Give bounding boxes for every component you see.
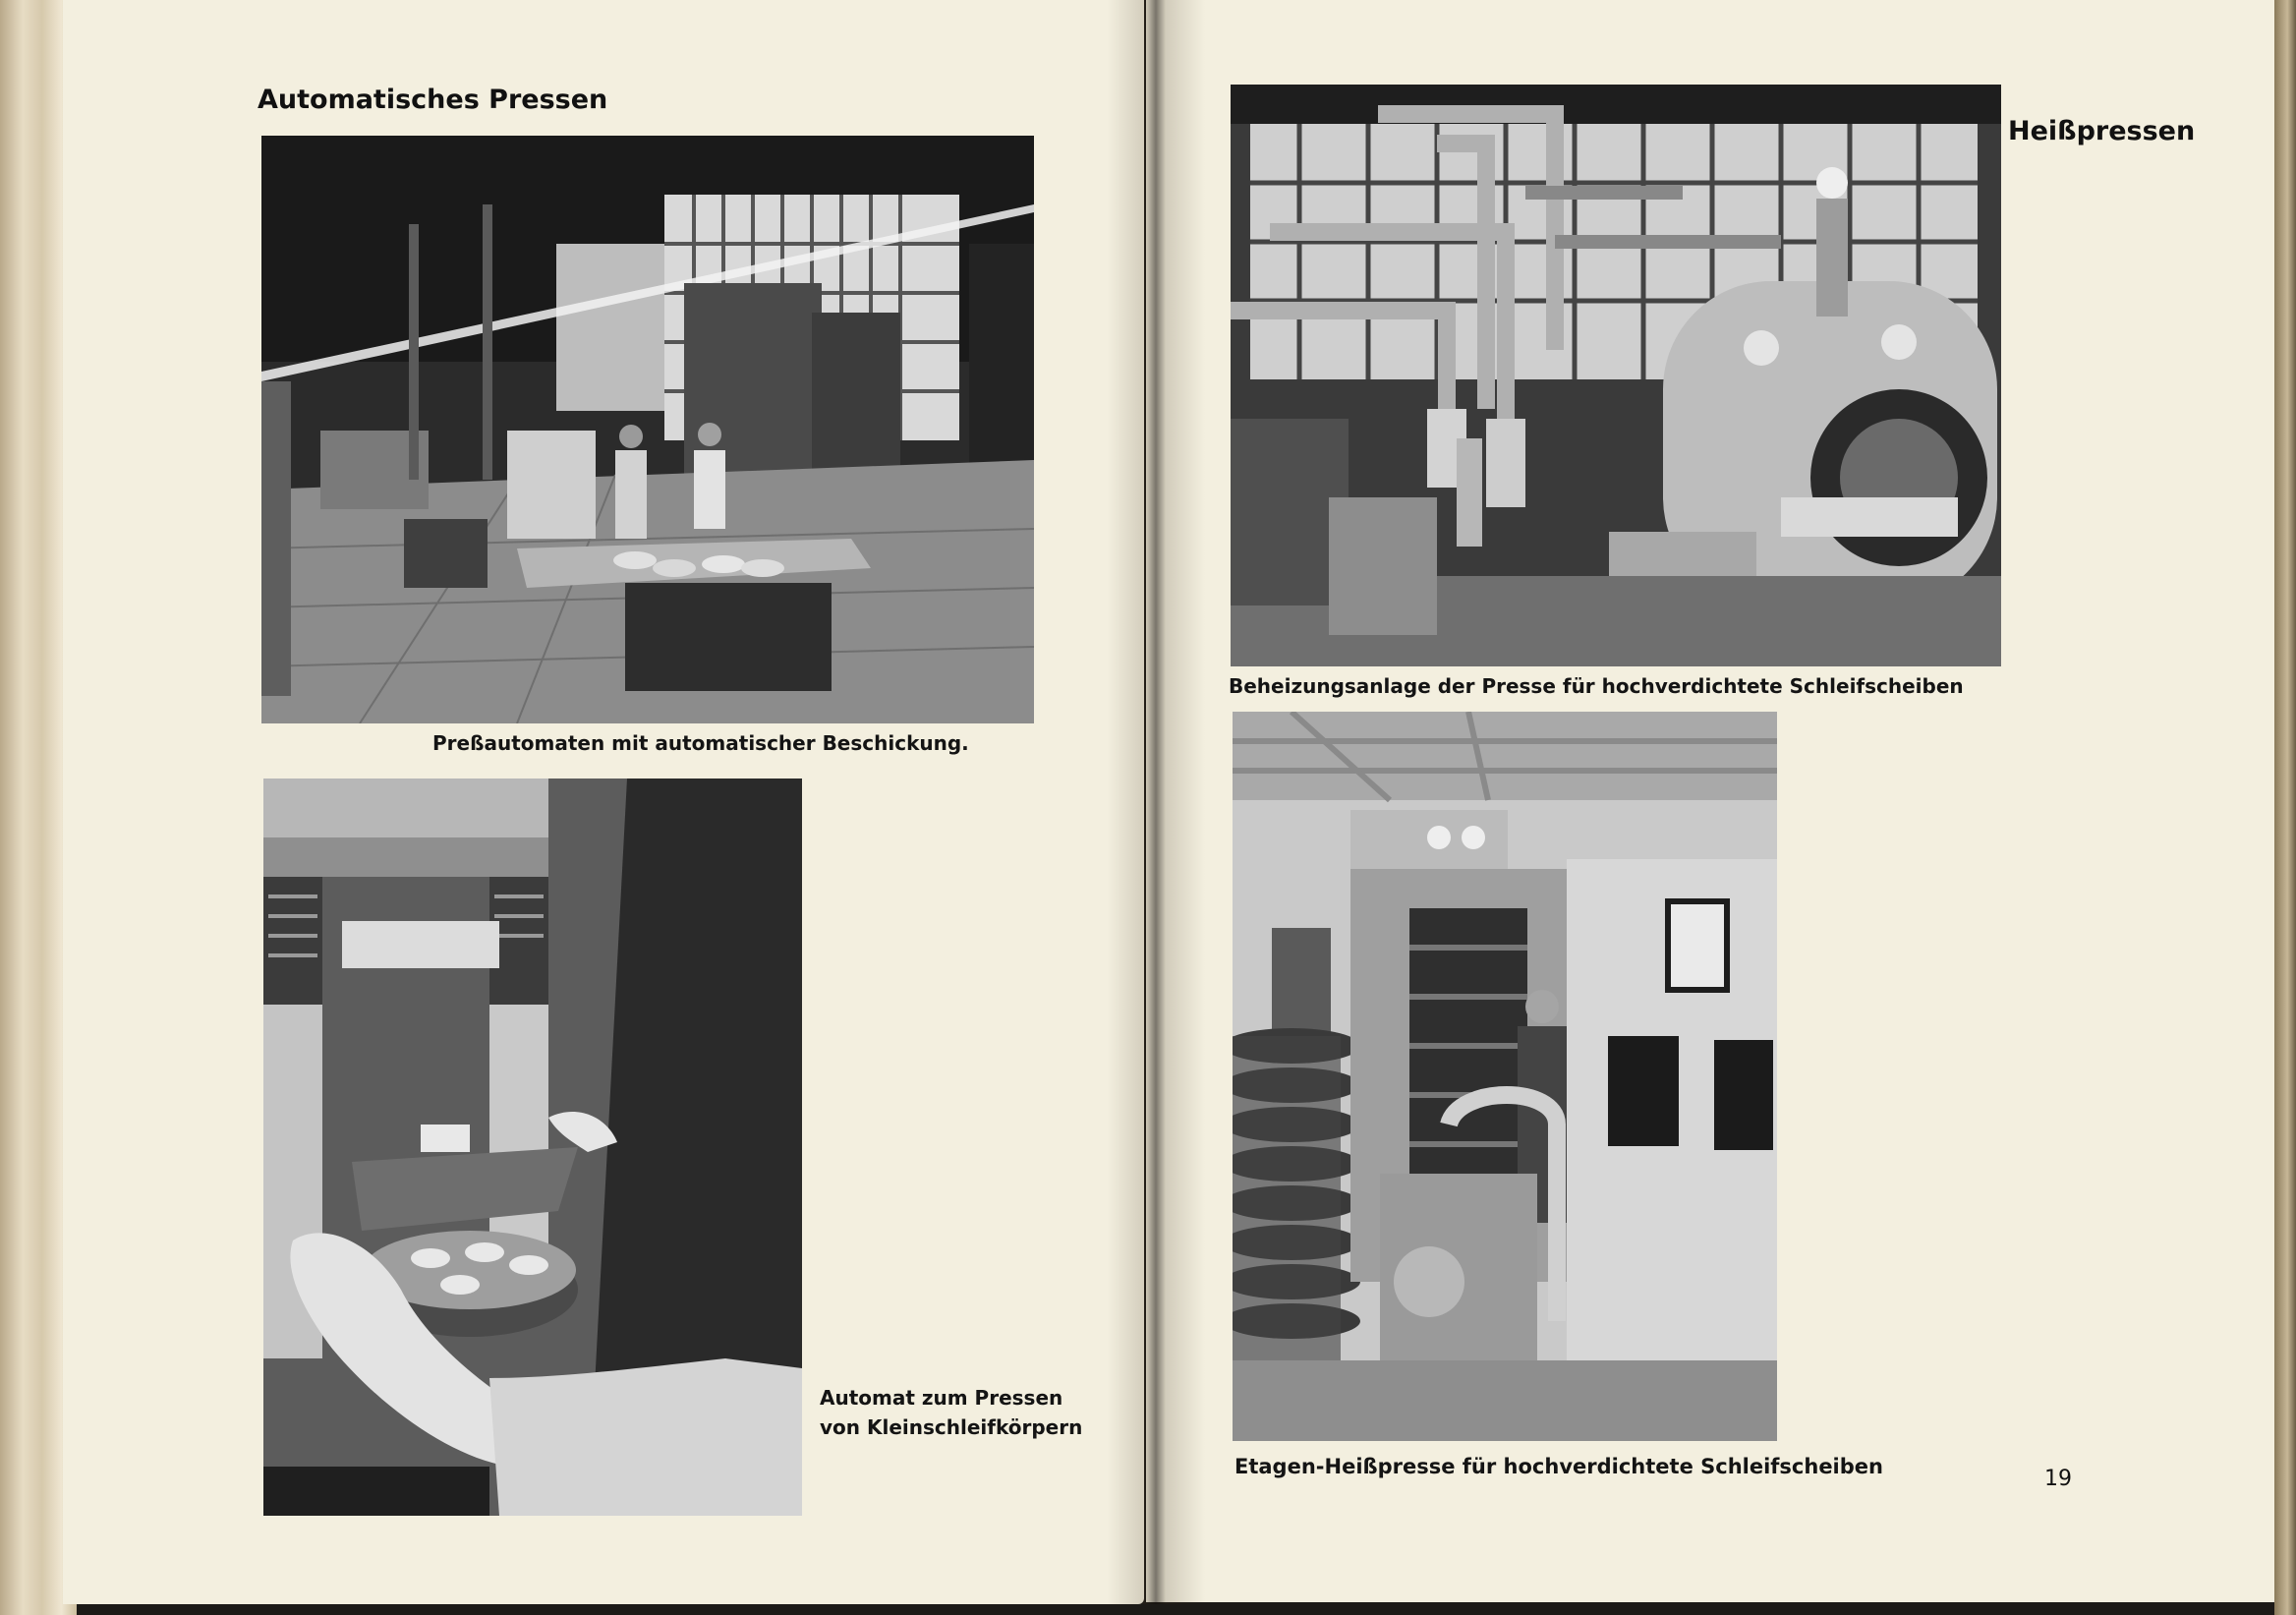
right-page-heading: Heißpressen	[2008, 116, 2196, 146]
photo-multi-platen-hot-press	[1233, 712, 1777, 1441]
page-number: 19	[2044, 1467, 2072, 1491]
photo-press-hall	[261, 136, 1034, 723]
caption-small-press-line2: von Kleinschleifkörpern	[820, 1415, 1083, 1439]
book-cover-edge-right	[2274, 0, 2296, 1615]
photo-small-grinding-press	[263, 779, 802, 1516]
book-gutter-shadow	[1107, 0, 1205, 1604]
caption-small-press-line1: Automat zum Pressen	[820, 1386, 1063, 1410]
photo-heating-system	[1231, 85, 2001, 666]
caption-press-hall: Preßautomaten mit automatischer Beschickung.	[432, 731, 969, 755]
left-page-heading: Automatisches Pressen	[258, 85, 608, 115]
caption-heating-system: Beheizungsanlage der Presse für hochverdichtete Schleifscheiben	[1229, 674, 1964, 698]
caption-hot-press: Etagen-Heißpresse für hochverdichtete Schleifscheiben	[1234, 1455, 1883, 1478]
